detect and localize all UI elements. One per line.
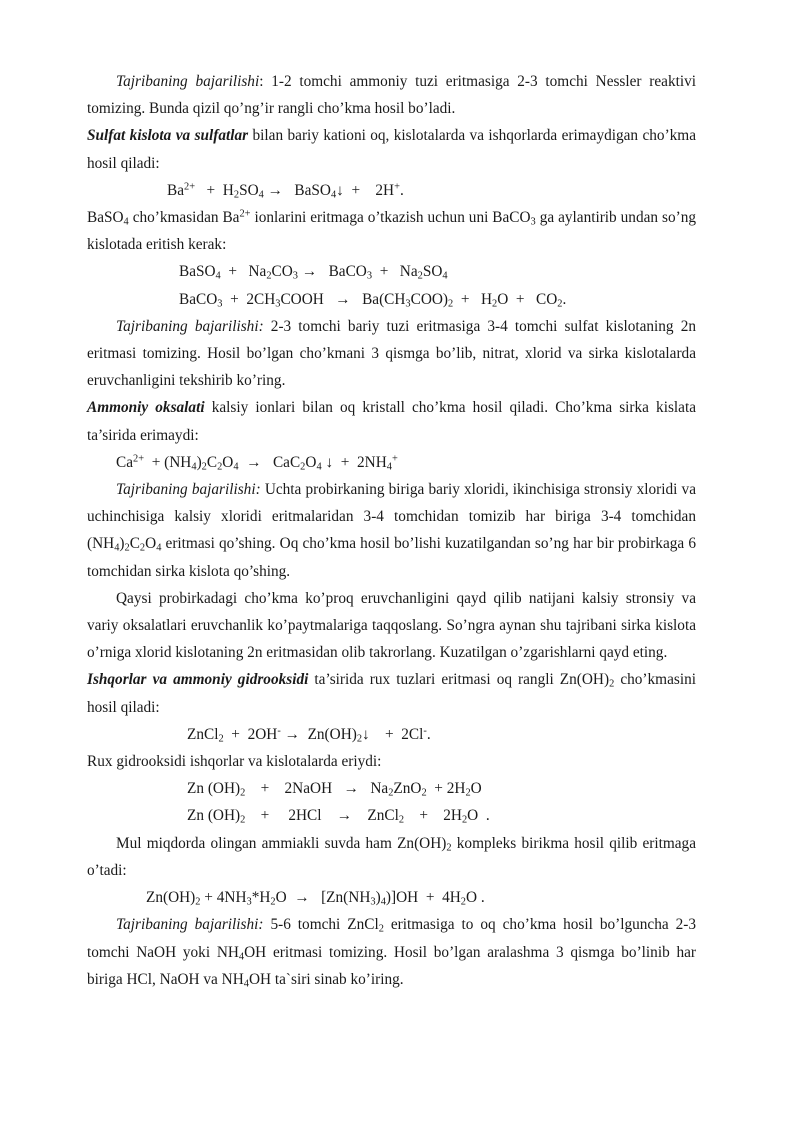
text-run: . bbox=[399, 181, 404, 199]
text-run: O . bbox=[466, 889, 485, 907]
subscript: 4 bbox=[123, 216, 129, 228]
subscript: 2 bbox=[270, 896, 276, 908]
subscript: 2 bbox=[557, 298, 563, 310]
section-heading: Sulfat kislota va sulfatlar bbox=[87, 127, 249, 145]
text-run: Zn (OH) bbox=[187, 807, 241, 825]
text-run: + Na bbox=[220, 263, 267, 281]
subscript: 2 bbox=[356, 733, 363, 745]
text-run: Zn(OH) bbox=[146, 889, 196, 907]
text-paragraph bbox=[87, 122, 696, 176]
text-run: kalsiy ionlari bilan oq kristall cho’kma hosil qiladi. Cho’kma sirka kislata ta’sirida erimaydi: bbox=[87, 399, 696, 444]
text-run: O → [Zn(NH bbox=[275, 889, 371, 907]
text-run: → Zn(OH) bbox=[280, 725, 357, 743]
subscript: 2 bbox=[217, 461, 223, 473]
text-run: ↓ + 2H bbox=[336, 181, 395, 199]
text-run: ) bbox=[196, 453, 202, 471]
superscript: 2+ bbox=[184, 181, 196, 193]
text-paragraph bbox=[87, 748, 696, 775]
text-run: → BaSO bbox=[263, 181, 331, 199]
text-run: 5-6 tomchi ZnCl bbox=[263, 916, 379, 934]
subscript: 3 bbox=[292, 271, 298, 283]
text-run: 2-3 tomchi bariy tuzi eritmasiga 3-4 tomchi sulfat kislotaning 2n eritmasi tomizing. Hosil bo’lgan cho’kmani 3 qismga bo’lib, nitrat, xlorid va sirka kislotalarda eruvchanligini tekshirib ko’ring. bbox=[87, 317, 696, 390]
subscript: 3 bbox=[405, 298, 411, 310]
superscript: - bbox=[423, 725, 427, 737]
subscript: 2 bbox=[218, 733, 224, 745]
subscript: 2 bbox=[195, 896, 201, 908]
text-run: + Na bbox=[372, 263, 418, 281]
subscript: 2 bbox=[461, 815, 468, 827]
subscript: 2 bbox=[609, 679, 615, 691]
text-run: + 2CH bbox=[222, 290, 276, 308]
text-run: + H bbox=[195, 181, 234, 199]
subscript: 4 bbox=[215, 271, 221, 283]
chemical-equation bbox=[87, 802, 696, 829]
text-paragraph bbox=[87, 666, 696, 720]
subscript: 2 bbox=[492, 298, 498, 310]
subscript: 2 bbox=[465, 787, 471, 799]
subscript: 2 bbox=[139, 543, 146, 555]
subscript: 4 bbox=[233, 461, 239, 473]
subscript: 2 bbox=[124, 543, 130, 555]
text-run: + 2HCl → ZnCl bbox=[245, 807, 399, 825]
text-paragraph bbox=[87, 585, 696, 667]
text-run: OH ta`siri sinab ko’iring. bbox=[248, 970, 404, 988]
text-run: COOH → Ba(CH bbox=[280, 290, 406, 308]
text-run: O bbox=[470, 780, 482, 798]
subscript: 2 bbox=[417, 271, 423, 283]
text-run: Qaysi probirkadagi cho’kma ko’proq eruvchanligini qayd qilib natijani kalsiy stronsiy va variy oksalatlari eruvchanlik ko’paytmalariga taqqoslang. So’ngra aynan shu tajribani sirka kislota o’rniga xlorid kislotaning 2n eritmasidan olib takrorlang. Kuzatilgan o’zgarishlarni qayd eting. bbox=[87, 589, 696, 662]
subscript: 2 bbox=[240, 815, 246, 827]
text-run: Rux gidrooksidi ishqorlar va kislotalarda eriydi: bbox=[87, 753, 382, 771]
subscript: 3 bbox=[246, 896, 252, 908]
section-heading: Ammoniy oksalati bbox=[87, 399, 205, 417]
italic-label: Tajribaning bajarilishi: bbox=[116, 317, 264, 335]
subscript: 2 bbox=[388, 787, 394, 799]
subscript: 4 bbox=[258, 189, 264, 201]
text-run: ga aylantirib undan so’ng kislotada eritish kerak: bbox=[87, 209, 696, 254]
text-run: kompleks birikma hosil qilib eritmaga o’tadi: bbox=[87, 834, 696, 879]
italic-label: Tajribaning bajarilishi bbox=[116, 73, 260, 90]
superscript: 2+ bbox=[133, 453, 145, 465]
text-run: Zn (OH) bbox=[187, 780, 241, 798]
text-run: eritmasi qo’shing. Oq cho’kma hosil bo’lishi kuzatilgandan so’ng har bir probirkaga 6 tomchidan sirka kislota qo’shing. bbox=[87, 535, 696, 580]
document-page bbox=[87, 68, 696, 993]
text-paragraph bbox=[87, 204, 696, 258]
text-run: O . bbox=[467, 807, 490, 825]
text-run: bilan bariy kationi oq, kislotalarda va ishqorlarda erimaydigan cho’kma hosil qiladi: bbox=[87, 127, 696, 172]
text-run: )]OH + 4H bbox=[385, 889, 461, 907]
subscript: 4 bbox=[243, 978, 249, 990]
text-paragraph bbox=[87, 313, 696, 395]
text-run: ) bbox=[119, 535, 125, 553]
subscript: 4 bbox=[191, 461, 197, 473]
chemical-equation bbox=[87, 449, 696, 476]
subscript: 4 bbox=[442, 271, 448, 283]
chemical-equation bbox=[87, 721, 696, 748]
text-paragraph bbox=[87, 68, 696, 122]
subscript: 3 bbox=[217, 298, 223, 310]
subscript: 2 bbox=[460, 896, 466, 908]
subscript: 4 bbox=[330, 189, 337, 201]
superscript: - bbox=[277, 725, 281, 737]
superscript: 2+ bbox=[239, 208, 251, 220]
subscript: 2 bbox=[446, 842, 452, 854]
subscript: 2 bbox=[233, 189, 240, 201]
text-run: ZnO bbox=[393, 780, 422, 798]
superscript: + bbox=[391, 453, 398, 465]
text-run: O bbox=[145, 535, 157, 553]
text-run: BaCO bbox=[179, 290, 218, 308]
subscript: 4 bbox=[386, 461, 392, 473]
text-run: eritmasiga to oq cho’kma hosil bo’lguncha 2-3 tomchi NaOH yoki NH bbox=[87, 916, 696, 961]
text-run: cho’kmasidan Ba bbox=[128, 209, 240, 227]
subscript: 3 bbox=[530, 216, 536, 228]
text-run: ta’sirida rux tuzlari eritmasi oq rangli Zn(OH) bbox=[308, 671, 610, 689]
italic-label: Tajribaning bajarilishi: bbox=[116, 916, 264, 934]
subscript: 2 bbox=[300, 461, 306, 473]
text-run: : 1-2 tomchi ammoniy tuzi eritmasiga 2-3 tomchi Nessler reaktivi tomizing. Bunda qizil qo’ng’ir rangli cho’kma hosil bo’ladi. bbox=[87, 73, 696, 118]
chemical-equation bbox=[87, 775, 696, 802]
subscript: 2 bbox=[421, 787, 427, 799]
text-run: SO bbox=[239, 181, 259, 199]
text-run: Ca bbox=[116, 453, 133, 471]
subscript: 2 bbox=[201, 461, 207, 473]
subscript: 3 bbox=[275, 298, 281, 310]
superscript: + bbox=[394, 181, 400, 193]
subscript: 3 bbox=[370, 896, 376, 908]
text-run: + 2NaOH → Na bbox=[245, 780, 389, 798]
subscript: 3 bbox=[366, 271, 373, 283]
text-run: + 2H bbox=[404, 807, 462, 825]
text-run: + H bbox=[453, 290, 493, 308]
text-run: ↓ + 2NH bbox=[321, 453, 387, 471]
chemical-equation bbox=[87, 258, 696, 285]
text-run: ionlarini eritmaga o’tkazish uchun uni BaCO bbox=[250, 209, 531, 227]
italic-label: Tajribaning bajarilishi: bbox=[116, 481, 261, 499]
text-run: C bbox=[129, 535, 140, 553]
subscript: 2 bbox=[266, 271, 272, 283]
text-paragraph bbox=[87, 476, 696, 585]
text-paragraph bbox=[87, 911, 696, 993]
subscript: 4 bbox=[156, 543, 162, 555]
text-run: C bbox=[206, 453, 218, 471]
chemical-equation bbox=[87, 177, 696, 204]
subscript: 2 bbox=[398, 815, 405, 827]
text-run: cho’kmasini hosil qiladi: bbox=[87, 671, 696, 716]
text-run: Uchta probirkaning biriga bariy xloridi, ikinchisiga stronsiy xloridi va uchinchisiga kalsiy xloridi eritmalaridan 3-4 tomchidan tomizib har biriga 3-4 tomchidan (NH bbox=[87, 481, 696, 553]
subscript: 4 bbox=[316, 461, 322, 473]
text-run: O bbox=[305, 453, 317, 471]
text-paragraph bbox=[87, 830, 696, 884]
section-heading: Ishqorlar va ammoniy gidrooksidi bbox=[87, 671, 309, 689]
text-run: . bbox=[562, 290, 567, 308]
subscript: 2 bbox=[448, 298, 454, 310]
text-run: O bbox=[222, 453, 234, 471]
text-run: *H bbox=[251, 889, 271, 907]
text-run: + 2OH bbox=[223, 725, 278, 743]
subscript: 2 bbox=[240, 787, 246, 799]
subscript: 4 bbox=[238, 951, 245, 963]
text-run: ↓ + 2Cl bbox=[362, 725, 424, 743]
subscript: 4 bbox=[114, 543, 120, 555]
text-run: Ba bbox=[167, 181, 184, 199]
text-run: BaSO bbox=[179, 263, 216, 281]
text-run: COO) bbox=[410, 290, 449, 308]
text-run: O + CO bbox=[497, 290, 558, 308]
text-run: ) bbox=[375, 889, 381, 907]
text-run: + 4NH bbox=[200, 889, 247, 907]
text-run: ZnCl bbox=[187, 725, 219, 743]
text-run: BaSO bbox=[87, 209, 124, 227]
text-run: + 2H bbox=[426, 780, 466, 798]
text-run: . bbox=[426, 725, 431, 743]
chemical-equation bbox=[87, 884, 696, 911]
text-run: → BaCO bbox=[298, 263, 367, 281]
text-paragraph bbox=[87, 394, 696, 448]
subscript: 2 bbox=[378, 923, 384, 935]
text-run: SO bbox=[422, 263, 443, 281]
chemical-equation bbox=[87, 286, 696, 313]
text-run: OH eritmasi tomizing. Hosil bo’lgan aralashma 3 qismga bo’linib har biriga HCl, NaOH va NH bbox=[87, 943, 696, 988]
text-run: CO bbox=[271, 263, 293, 281]
subscript: 4 bbox=[380, 896, 386, 908]
text-run: Mul miqdorda olingan ammiakli suvda ham Zn(OH) bbox=[116, 834, 447, 852]
text-run: → CaC bbox=[238, 453, 301, 471]
text-run: + (NH bbox=[144, 453, 192, 471]
